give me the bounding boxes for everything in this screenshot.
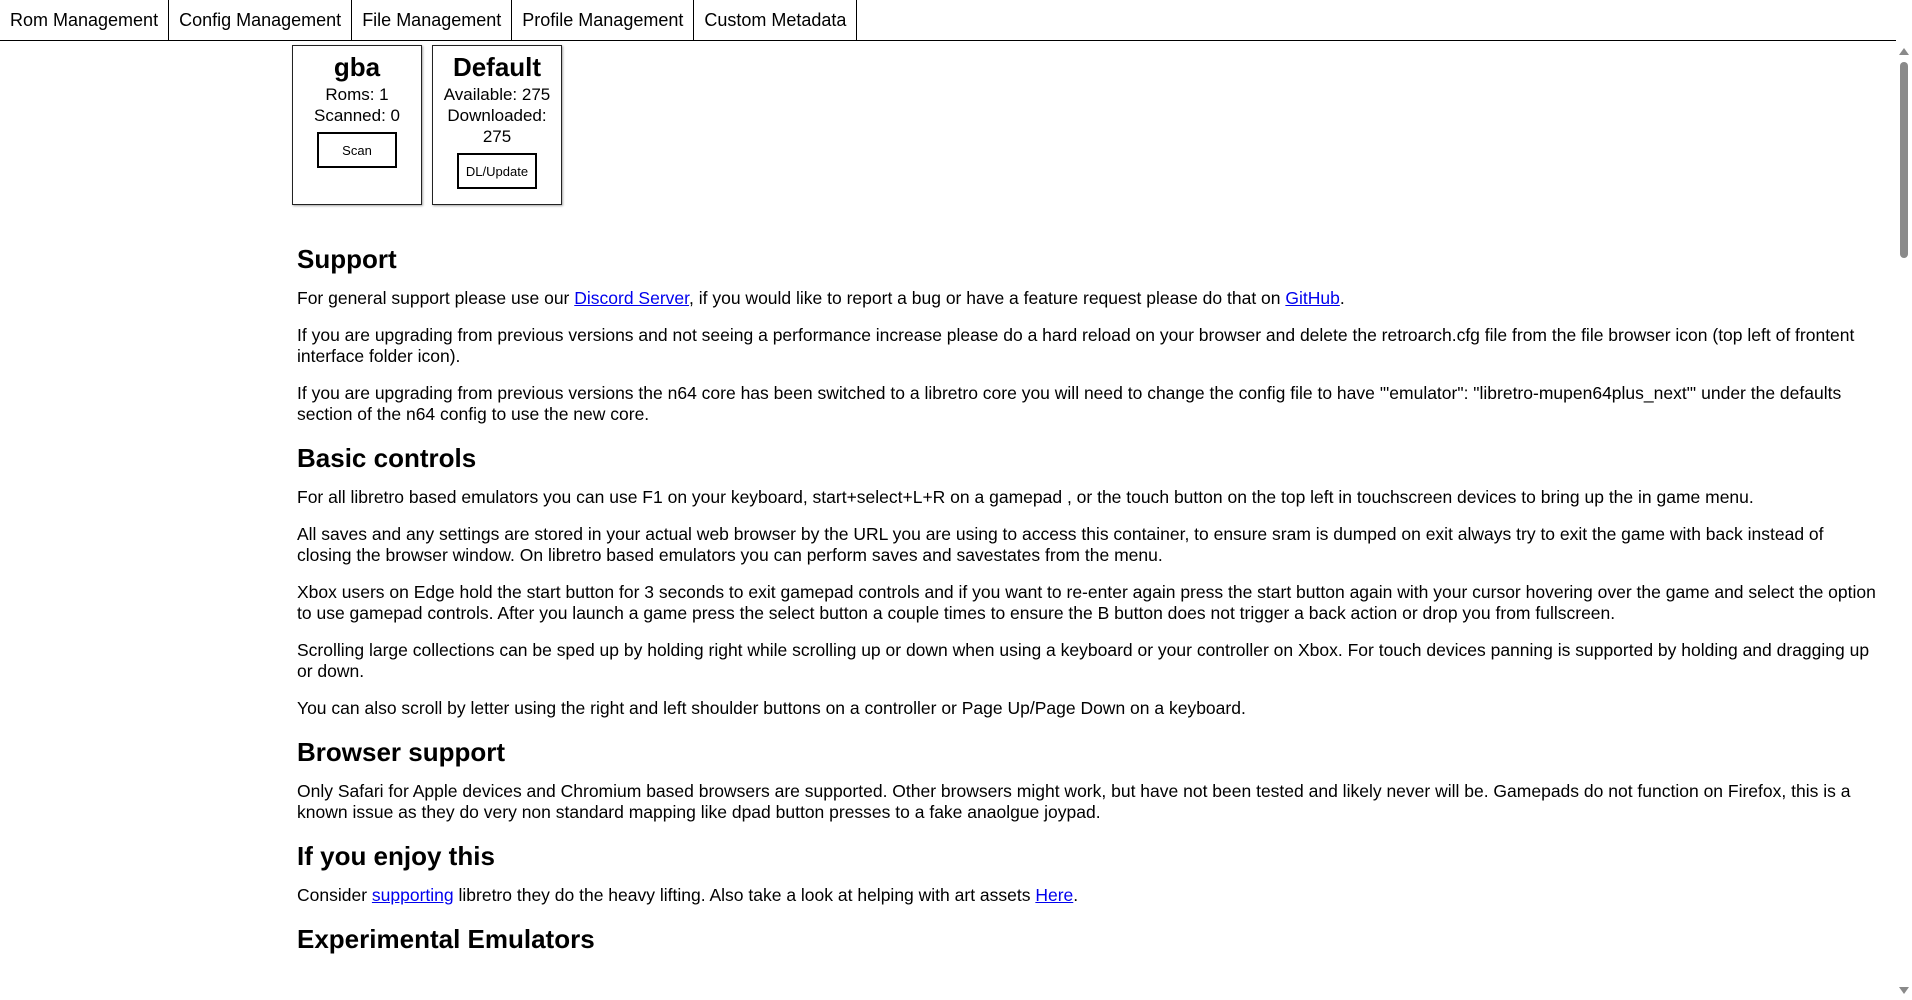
- discord-server-link[interactable]: Discord Server: [574, 288, 690, 308]
- tab-profile-management[interactable]: Profile Management: [512, 0, 694, 40]
- basic-controls-paragraph-3: Xbox users on Edge hold the start button for 3 seconds to exit gamepad controls and if you want to re-enter again press the start button again with your cursor hovering over the game and select the option to use gamepad controls. After you launch a game press the select button a couple times to ensure the B button does not trigger a back action or drop you from fullscreen.: [297, 582, 1876, 623]
- support-p1-text-end: .: [1339, 288, 1345, 308]
- tab-rom-management[interactable]: Rom Management: [0, 0, 169, 40]
- browser-support-paragraph: Only Safari for Apple devices and Chromium based browsers are supported. Other browsers might work, but have not been tested and likely never will be. Gamepads do not function on Firefox, this is a known issue as they do very non standard mapping like dpad button presses to a fake anaolgue joypad.: [297, 781, 1851, 822]
- github-link[interactable]: GitHub: [1285, 288, 1340, 308]
- dl-update-button[interactable]: DL/Update: [457, 153, 537, 189]
- basic-controls-paragraph-5: You can also scroll by letter using the right and left shoulder buttons on a controller or Page Up/Page Down on a keyboard.: [297, 698, 1246, 718]
- default-card-title: Default: [452, 52, 542, 82]
- scrollbar-thumb[interactable]: [1900, 62, 1908, 258]
- browser-support-heading: Browser support: [297, 737, 506, 767]
- basic-controls-paragraph-4: Scrolling large collections can be sped up by holding right while scrolling up or down when using a keyboard or your controller on Xbox. For touch devices panning is supported by holding and dragging up or down.: [297, 640, 1870, 681]
- scan-button[interactable]: Scan: [317, 132, 397, 168]
- gba-roms-count: Roms: 1: [325, 85, 389, 104]
- support-p1-text: For general support please use our: [297, 288, 575, 308]
- support-p1-text-middle: , if you would like to report a bug or have a feature request please do that on: [689, 288, 1286, 308]
- default-available-count: Available: 275: [443, 85, 551, 104]
- gba-card: [292, 45, 422, 205]
- support-heading: Support: [297, 244, 397, 274]
- here-link[interactable]: Here: [1035, 885, 1074, 905]
- enjoy-text-end: .: [1073, 885, 1079, 905]
- enjoy-paragraph: [297, 885, 1879, 906]
- default-card: [432, 45, 562, 205]
- enjoy-text: Consider: [297, 885, 372, 905]
- scroll-down-icon[interactable]: [1899, 987, 1909, 994]
- scroll-up-icon[interactable]: [1899, 48, 1909, 55]
- gba-scanned-count: Scanned: 0: [313, 106, 400, 125]
- support-paragraph-3: If you are upgrading from previous versions the n64 core has been switched to a libretro core you will need to change the config file to have '"emulator": "libretro-mupen64plus_next"' under the defaults section of the n64 config to use the new core.: [297, 383, 1842, 424]
- support-paragraph-2: If you are upgrading from previous versions and not seeing a performance increase please do a hard reload on your browser and delete the retroarch.cfg file from the file browser icon (top left of frontent interface folder icon).: [297, 325, 1855, 366]
- tab-config-management[interactable]: Config Management: [169, 0, 352, 40]
- enjoy-text-middle: libretro they do the heavy lifting. Also take a look at helping with art assets: [453, 885, 1036, 905]
- default-downloaded-count: Downloaded: 275: [447, 106, 547, 146]
- tab-file-management[interactable]: File Management: [352, 0, 512, 40]
- enjoy-heading: If you enjoy this: [297, 841, 495, 871]
- vertical-scrollbar[interactable]: [1896, 42, 1912, 1000]
- system-cards: [292, 45, 562, 205]
- tab-bar: [0, 0, 1896, 41]
- basic-controls-paragraph-1: For all libretro based emulators you can use F1 on your keyboard, start+select+L+R on a gamepad , or the touch button on the top left in touchscreen devices to bring up the in game menu.: [297, 487, 1754, 507]
- basic-controls-paragraph-2: All saves and any settings are stored in your actual web browser by the URL you are using to access this container, to ensure sram is dumped on exit always try to exit the game with back instead of closing the browser window. On libretro based emulators you can perform saves and savestates from the menu.: [297, 524, 1824, 565]
- info-content: [297, 242, 1879, 968]
- support-paragraph-1: [297, 288, 1879, 309]
- experimental-emulators-heading: Experimental Emulators: [297, 924, 595, 954]
- basic-controls-heading: Basic controls: [297, 443, 477, 473]
- tab-custom-metadata[interactable]: Custom Metadata: [694, 0, 857, 40]
- gba-card-title: gba: [333, 52, 381, 82]
- supporting-link[interactable]: supporting: [371, 885, 454, 905]
